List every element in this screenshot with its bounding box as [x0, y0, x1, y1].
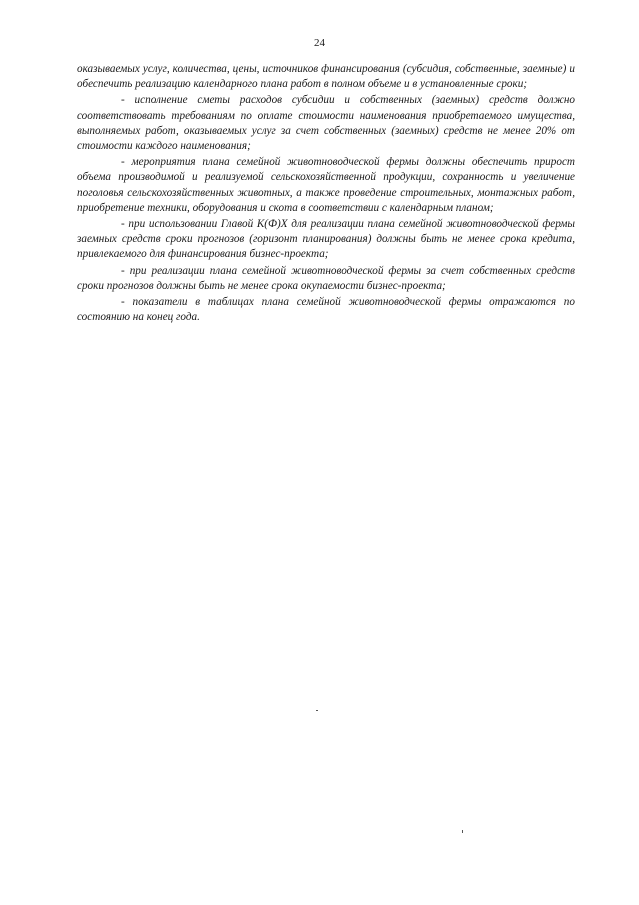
paragraph-4: - при использовании Главой К(Ф)Х для реализации плана семейной животноводческой фермы заемных средств сроки прогнозов (горизонт планирования) должны быть не менее срока кредита, привлекаемого для финансирования бизнес-проекта;	[77, 218, 575, 261]
page-number: 24	[314, 37, 325, 49]
paragraph-2: - исполнение сметы расходов субсидии и собственных (заемных) средств должно соответствовать требованиям по оплате стоимости наименования приобретаемого имущества, выполняемых работ, оказываемых услуг за счет собственных (заемных) средств не менее 20% от стоимости каждого наименования;	[77, 94, 575, 153]
paragraph-1: оказываемых услуг, количества, цены, источников финансирования (субсидия, собственные, заемные) и обеспечить реализацию календарного плана работ в полном объеме и в установленные сроки;	[77, 63, 575, 91]
paragraph-5: - при реализации плана семейной животноводческой фермы за счет собственных средств сроки прогнозов должны быть не менее срока окупаемости бизнес-проекта;	[77, 264, 575, 292]
scan-speck	[316, 710, 318, 711]
paragraph-6: - показатели в таблицах плана семейной животноводческой фермы отражаются по состоянию на конец года.	[77, 296, 575, 324]
body-text	[77, 62, 575, 326]
scan-speck	[462, 830, 463, 833]
paragraph-3: - мероприятия плана семейной животноводческой фермы должны обеспечить прирост объема производимой и реализуемой сельскохозяйственной продукции, сохранность и увеличение поголовья сельскохозяйственных животных, а также проведение строительных, монтажных работ, приобретение техники, оборудования и скота в соответствии с календарным планом;	[77, 156, 575, 214]
